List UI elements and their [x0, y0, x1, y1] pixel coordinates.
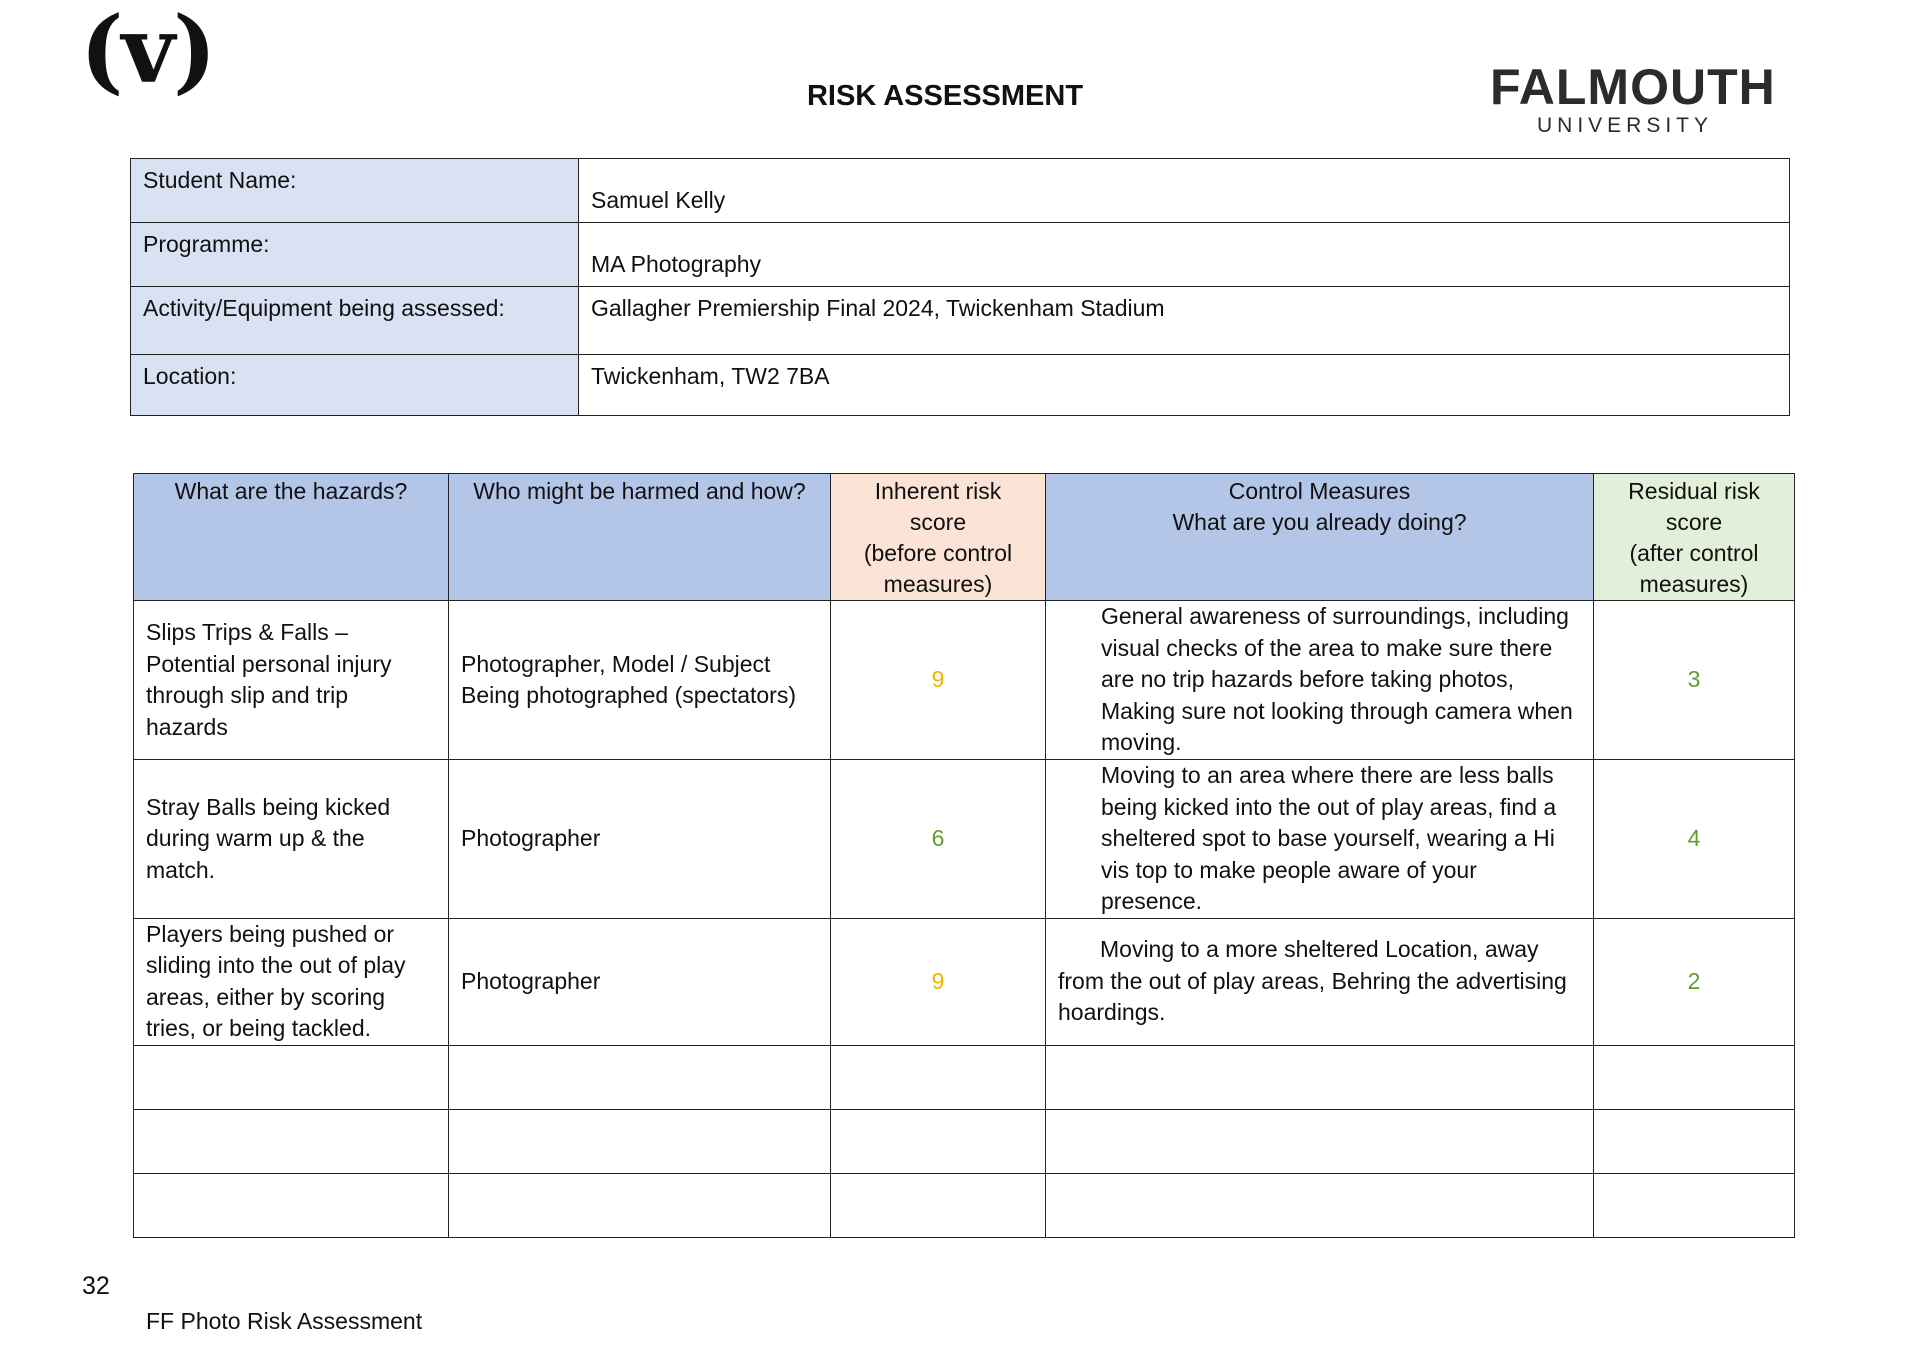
risk-table-header [134, 474, 1795, 601]
hazard-cell: Slips Trips & Falls – Potential personal injury through slip and trip hazards [134, 601, 449, 760]
header-residual-line3: (after control [1629, 540, 1759, 566]
empty-cell [831, 1173, 1046, 1237]
header-control-line2: What are you already doing? [1172, 509, 1467, 535]
info-row-student [131, 159, 1790, 223]
empty-cell [1046, 1173, 1594, 1237]
empty-cell [1594, 1109, 1795, 1173]
falmouth-university-logo [1490, 59, 1776, 138]
student-name-value: Samuel Kelly [579, 159, 1790, 223]
header-hazards: What are the hazards? [134, 474, 449, 601]
header-residual-line4: measures) [1639, 571, 1749, 597]
header-who: Who might be harmed and how? [449, 474, 831, 601]
empty-cell [1046, 1109, 1594, 1173]
programme-label: Programme: [131, 223, 579, 287]
empty-cell [1594, 1173, 1795, 1237]
location-label: Location: [131, 355, 579, 416]
header-inherent-line1: Inherent risk [874, 478, 1002, 504]
control-cell: Moving to an area where there are less balls being kicked into the out of play areas, find a sheltered spot to base yourself, wearing a Hi vis top to make people aware of your presence. [1046, 760, 1594, 919]
page-number: 32 [82, 1272, 110, 1300]
inherent-score-cell: 9 [831, 601, 1046, 760]
header-residual [1594, 474, 1795, 601]
inherent-score-cell: 9 [831, 918, 1046, 1045]
empty-cell [1594, 1045, 1795, 1109]
info-row-location [131, 355, 1790, 416]
header-inherent-line4: measures) [883, 571, 993, 597]
programme-value: MA Photography [579, 223, 1790, 287]
header-inherent-line3: (before control [863, 540, 1013, 566]
student-name-label: Student Name: [131, 159, 579, 223]
location-value: Twickenham, TW2 7BA [579, 355, 1790, 416]
footer-text: FF Photo Risk Assessment [146, 1308, 423, 1334]
table-row [134, 918, 1795, 1045]
hazard-cell: Stray Balls being kicked during warm up & the match. [134, 760, 449, 919]
table-row-empty [134, 1045, 1795, 1109]
control-rest: from the out of play areas, Behring the advertising hoardings. [1058, 967, 1567, 1026]
activity-value: Gallagher Premiership Final 2024, Twickenham Stadium [579, 287, 1790, 355]
hazard-cell: Players being pushed or sliding into the out of play areas, either by scoring tries, or being tackled. [134, 918, 449, 1045]
who-cell: Photographer [449, 760, 831, 919]
brand-mark-logo: (v) [80, 0, 215, 104]
header-control [1046, 474, 1594, 601]
info-table [130, 158, 1790, 416]
page-title: RISK ASSESSMENT [806, 80, 1084, 112]
info-row-activity [131, 287, 1790, 355]
inherent-score-cell: 6 [831, 760, 1046, 919]
header-inherent-line2: score [909, 509, 967, 535]
logo-main-text: FALMOUTH [1490, 59, 1776, 115]
empty-cell [134, 1109, 449, 1173]
header-residual-line1: Residual risk [1628, 478, 1760, 504]
residual-score-cell: 3 [1594, 601, 1795, 760]
table-row [134, 601, 1795, 760]
empty-cell [449, 1045, 831, 1109]
logo-sub-text: UNIVERSITY [1536, 114, 1714, 137]
empty-cell [449, 1109, 831, 1173]
empty-cell [134, 1173, 449, 1237]
empty-cell [134, 1045, 449, 1109]
who-cell: Photographer, Model / Subject Being photographed (spectators) [449, 601, 831, 760]
empty-cell [831, 1109, 1046, 1173]
risk-table [133, 473, 1795, 1238]
control-first-line: Moving to a more sheltered Location, away [1100, 936, 1539, 963]
table-row-empty [134, 1109, 1795, 1173]
who-cell: Photographer [449, 918, 831, 1045]
residual-score-cell: 2 [1594, 918, 1795, 1045]
table-row-empty [134, 1173, 1795, 1237]
empty-cell [1046, 1045, 1594, 1109]
control-cell [1046, 918, 1594, 1045]
header-residual-line2: score [1665, 509, 1723, 535]
empty-cell [831, 1045, 1046, 1109]
table-row [134, 760, 1795, 919]
control-cell: General awareness of surroundings, including visual checks of the area to make sure there are no trip hazards before taking photos, Making sure not looking through camera when moving. [1046, 601, 1594, 760]
header-inherent [831, 474, 1046, 601]
info-row-programme [131, 223, 1790, 287]
header-control-line1: Control Measures [1228, 478, 1411, 504]
activity-label: Activity/Equipment being assessed: [131, 287, 579, 355]
residual-score-cell: 4 [1594, 760, 1795, 919]
empty-cell [449, 1173, 831, 1237]
